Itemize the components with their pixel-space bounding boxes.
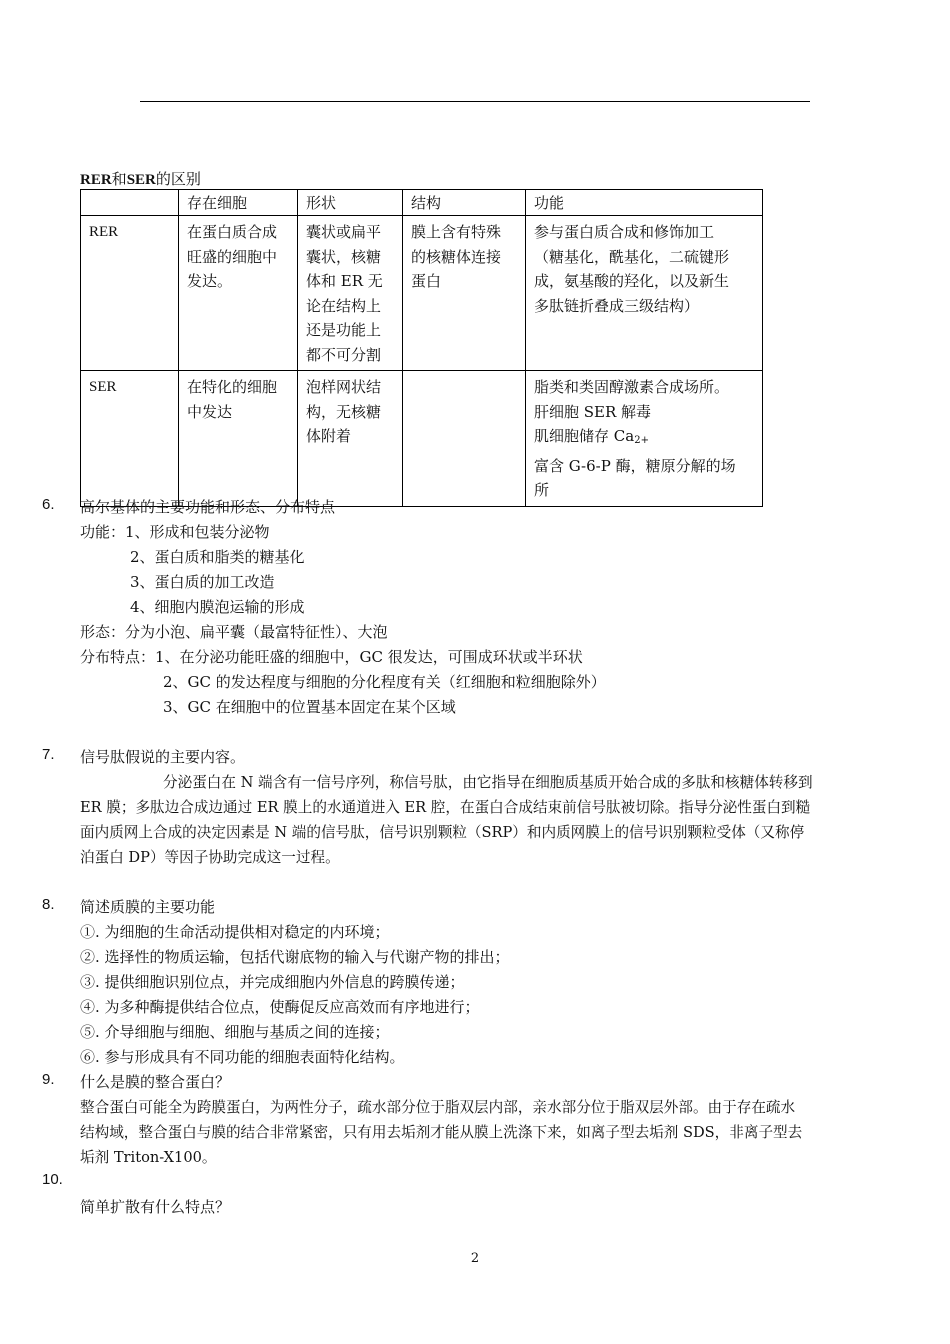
q6-distribution-item: 3、GC 在细胞中的位置基本固定在某个区域 — [163, 698, 456, 716]
structure-line: 蛋白 — [411, 272, 442, 290]
caption-ser: SER — [126, 172, 156, 188]
header-cell-cell: 存在细胞 — [179, 190, 298, 216]
q6-function-label: 功能：1、形成和包装分泌物 — [80, 523, 270, 541]
shape-line: 囊状或扁平 — [306, 223, 382, 241]
function-line: 参与蛋白质合成和修饰加工 — [534, 223, 715, 241]
structure-text — [403, 216, 526, 371]
shape-line: 囊状，核糖 — [306, 247, 382, 266]
caption-and: 和 — [111, 170, 127, 188]
page-number: 2 — [470, 1251, 480, 1266]
function-line: （糖基化，酰基化，二硫键形 — [534, 247, 730, 266]
function-line: 肝细胞 SER 解毒 — [534, 402, 652, 421]
function-text — [526, 371, 763, 507]
function-line: 所 — [534, 481, 550, 499]
caption-rer: RER — [80, 172, 112, 188]
shape-line: 构，无核糖 — [306, 402, 382, 421]
header-cell-function: 功能 — [526, 190, 763, 216]
q8-item: ⑥. 参与形成具有不同功能的细胞表面特化结构。 — [80, 1048, 405, 1066]
shape-line: 体和 ER 无 — [306, 272, 383, 290]
q9-line: 整合蛋白可能全为跨膜蛋白，为两性分子，疏水部分位于脂双层内部，亲水部分位于脂双层外部。由于存在疏水 — [80, 1099, 796, 1116]
q7-line: 分泌蛋白在 N 端含有一信号序列，称信号肽，由它指导在细胞质基质开始合成的多肽和核糖体转移到 — [163, 774, 813, 791]
q9-number: 9. — [42, 1071, 55, 1088]
header-cell-empty — [81, 190, 179, 216]
q9-line: 垢剂 Triton-X100。 — [80, 1149, 217, 1166]
q7-line: 泊蛋白 DP）等因子协助完成这一过程。 — [80, 849, 340, 866]
q8-item: ④. 为多种酶提供结合位点，使酶促反应高效而有序地进行； — [80, 998, 480, 1016]
q6-function-item: 3、蛋白质的加工改造 — [130, 573, 275, 591]
function-line: 脂类和类固醇激素合成场所。 — [534, 378, 730, 396]
function-line — [534, 424, 754, 454]
q8-number: 8. — [42, 896, 55, 913]
cell-line: 在特化的细胞 — [187, 378, 278, 396]
q7-number: 7. — [42, 746, 55, 763]
q8-title: 简述质膜的主要功能 — [80, 898, 216, 916]
q6-number: 6. — [42, 496, 55, 513]
q7-line: ER 膜；多肽边合成边通过 ER 膜上的水通道进入 ER 腔，在蛋白合成结束前信号肽被切除。指导分泌性蛋白到糙 — [80, 799, 811, 816]
header-rule — [140, 101, 810, 102]
ca-superscript: 2+ — [634, 435, 649, 446]
caption-end: 的区别 — [155, 170, 201, 188]
function-line: 多肽链折叠成三级结构） — [534, 296, 700, 315]
shape-line: 论在结构上 — [306, 296, 382, 315]
shape-text — [298, 371, 403, 507]
q9-line: 结构域，整合蛋白与膜的结合非常紧密，只有用去垢剂才能从膜上洗涤下来，如离子型去垢剂 SDS，非离子型去 — [80, 1124, 803, 1141]
cell-line: 中发达 — [187, 402, 233, 421]
cell-line: 发达。 — [187, 272, 233, 290]
table-caption — [80, 168, 201, 189]
q6-form: 形态：分为小泡、扁平囊（最富特征性）、大泡 — [80, 623, 388, 641]
q10-number: 10. — [42, 1171, 63, 1188]
cell-line: 旺盛的细胞中 — [187, 247, 278, 266]
q8-item: ②. 选择性的物质运输，包括代谢底物的输入与代谢产物的排出； — [80, 948, 510, 966]
q8-item: ⑤. 介导细胞与细胞、细胞与基质之间的连接； — [80, 1023, 390, 1041]
shape-line: 都不可分割 — [306, 345, 382, 364]
row-name: SER — [81, 371, 179, 507]
q6-function-item: 2、蛋白质和脂类的糖基化 — [130, 548, 305, 566]
function-text — [526, 216, 763, 371]
q9-title: 什么是膜的整合蛋白？ — [80, 1073, 231, 1091]
table-row-ser — [81, 371, 763, 507]
structure-line: 的核糖体连接 — [411, 247, 502, 266]
q6-distribution-item: 2、GC 的发达程度与细胞的分化程度有关（红细胞和粒细胞除外） — [163, 673, 606, 691]
function-line: 富含 G-6-P 酶，糖原分解的场 — [534, 456, 736, 475]
rer-ser-table — [80, 189, 763, 507]
structure-text — [403, 371, 526, 507]
ca-text: 肌细胞储存 Ca — [534, 427, 635, 445]
header-cell-structure: 结构 — [403, 190, 526, 216]
table-header-row — [81, 190, 763, 216]
shape-line: 泡样网状结 — [306, 378, 382, 396]
q6-title: 高尔基体的主要功能和形态、分布特点 — [80, 498, 336, 516]
cell-text — [179, 371, 298, 507]
q7-line: 面内质网上合成的决定因素是 N 端的信号肽，信号识别颗粒（SRP）和内质网膜上的信号识别颗粒受体（又称停 — [80, 824, 805, 841]
structure-line: 膜上含有特殊 — [411, 223, 502, 241]
shape-text — [298, 216, 403, 371]
shape-line: 体附着 — [306, 427, 352, 445]
header-cell-shape: 形状 — [298, 190, 403, 216]
cell-line: 在蛋白质合成 — [187, 223, 278, 241]
row-name: RER — [81, 216, 179, 371]
function-line: 成，氨基酸的羟化，以及新生 — [534, 272, 730, 290]
table-row-rer — [81, 216, 763, 371]
q6-distribution-label: 分布特点：1、在分泌功能旺盛的细胞中，GC 很发达，可围成环状或半环状 — [80, 648, 583, 666]
q8-item: ③. 提供细胞识别位点，并完成细胞内外信息的跨膜传递； — [80, 973, 465, 991]
q10-title: 简单扩散有什么特点？ — [80, 1198, 231, 1216]
cell-text — [179, 216, 298, 371]
q7-title: 信号肽假说的主要内容。 — [80, 748, 246, 766]
q6-function-item: 4、细胞内膜泡运输的形成 — [130, 598, 305, 616]
shape-line: 还是功能上 — [306, 321, 382, 339]
q8-item: ①. 为细胞的生命活动提供相对稳定的内环境； — [80, 923, 390, 941]
